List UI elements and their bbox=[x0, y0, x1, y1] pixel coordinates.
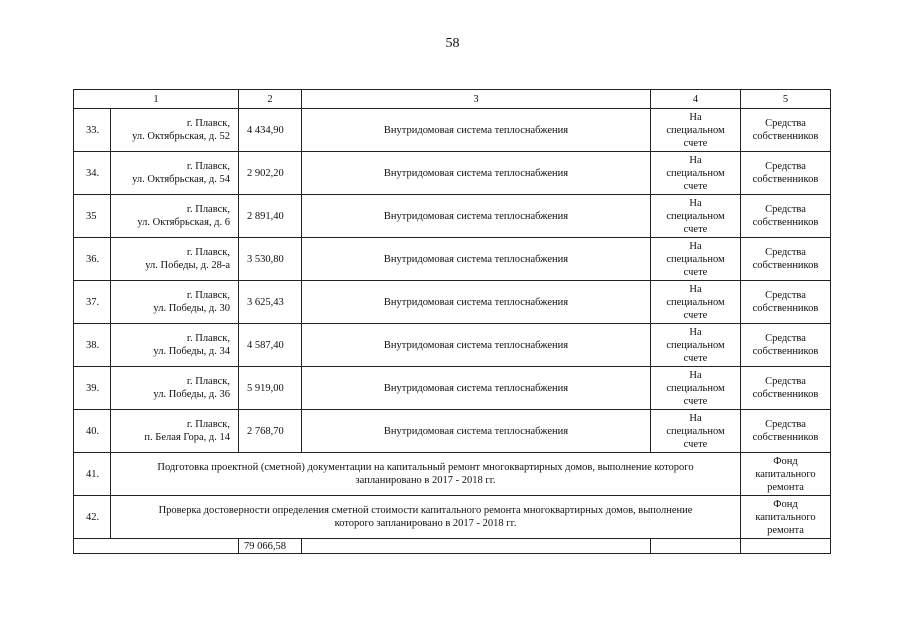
table-row bbox=[74, 281, 831, 324]
row-work-type bbox=[302, 410, 651, 453]
row-account-line: счете bbox=[683, 309, 708, 321]
row-area-line: 2 891,40 bbox=[247, 210, 284, 222]
row-address-line: г. Плавск, bbox=[186, 118, 230, 129]
row-address-line: г. Плавск, bbox=[186, 419, 230, 430]
table-row bbox=[74, 109, 831, 152]
row-work-type-line: Внутридомовая система теплоснабжения bbox=[383, 382, 569, 394]
header-col-4: 4 bbox=[651, 90, 741, 109]
header-col-3: 3 bbox=[302, 90, 651, 109]
row-area-line: 5 919,00 bbox=[247, 382, 284, 394]
row-description-line: Подготовка проектной (сметной) документации на капитальный ремонт многоквартирных домов, выполнение которого bbox=[157, 462, 694, 473]
row-account-line: специальном bbox=[666, 425, 725, 437]
row-work-type bbox=[302, 109, 651, 152]
row-account bbox=[651, 281, 741, 324]
row-area-line: 3 530,80 bbox=[247, 253, 284, 265]
row-account-line: На bbox=[689, 283, 702, 295]
row-funding-source-line: Фонд bbox=[773, 455, 798, 467]
row-account-line: специальном bbox=[666, 339, 725, 351]
row-work-type bbox=[302, 238, 651, 281]
row-description-line: запланировано в 2017 - 2018 гг. bbox=[355, 475, 496, 486]
row-account-line: На bbox=[689, 369, 702, 381]
total-empty-cell bbox=[74, 539, 239, 554]
row-number bbox=[74, 109, 111, 152]
row-funding-source-line: собственников bbox=[752, 432, 819, 443]
row-funding-source-line: собственников bbox=[752, 131, 819, 142]
row-area bbox=[239, 324, 302, 367]
row-work-type-line: Внутридомовая система теплоснабжения bbox=[383, 167, 569, 179]
row-account-line: специальном bbox=[666, 382, 725, 394]
row-work-type-line: Внутридомовая система теплоснабжения bbox=[383, 210, 569, 222]
row-number bbox=[74, 281, 111, 324]
row-account-line: На bbox=[689, 111, 702, 123]
row-account-line: специальном bbox=[666, 253, 725, 265]
row-account-line: счете bbox=[683, 266, 708, 278]
row-work-type-line: Внутридомовая система теплоснабжения bbox=[383, 124, 569, 136]
row-funding-source-line: капитального bbox=[755, 511, 816, 523]
row-area bbox=[239, 238, 302, 281]
row-address bbox=[111, 367, 239, 410]
row-area bbox=[239, 410, 302, 453]
row-address-line: ул. Победы, д. 36 bbox=[153, 389, 230, 400]
row-address bbox=[111, 281, 239, 324]
row-address bbox=[111, 238, 239, 281]
table-row bbox=[74, 238, 831, 281]
row-account bbox=[651, 324, 741, 367]
total-value bbox=[239, 539, 302, 554]
row-area-line: 4 587,40 bbox=[247, 339, 284, 351]
row-funding-source-line: собственников bbox=[752, 346, 819, 357]
row-number-line: 34. bbox=[86, 167, 100, 179]
row-address-line: г. Плавск, bbox=[186, 204, 230, 215]
row-account-line: специальном bbox=[666, 296, 725, 308]
row-account bbox=[651, 238, 741, 281]
row-account-line: На bbox=[689, 240, 702, 252]
row-address-line: ул. Октябрьская, д. 52 bbox=[132, 131, 230, 142]
row-area bbox=[239, 367, 302, 410]
row-address-line: п. Белая Гора, д. 14 bbox=[144, 432, 230, 443]
row-account-line: На bbox=[689, 412, 702, 424]
total-empty-cell bbox=[741, 539, 831, 554]
row-address-line: г. Плавск, bbox=[186, 376, 230, 387]
row-number bbox=[74, 367, 111, 410]
row-funding-source-line: собственников bbox=[752, 303, 819, 314]
row-account-line: счете bbox=[683, 395, 708, 407]
table-row bbox=[74, 453, 831, 496]
table-row bbox=[74, 152, 831, 195]
header-col-5: 5 bbox=[741, 90, 831, 109]
row-work-type-line: Внутридомовая система теплоснабжения bbox=[383, 339, 569, 351]
row-address bbox=[111, 195, 239, 238]
row-account bbox=[651, 410, 741, 453]
row-funding-source-line: собственников bbox=[752, 174, 819, 185]
total-value-line: 79 066,58 bbox=[244, 540, 286, 552]
row-area bbox=[239, 109, 302, 152]
row-work-type-line: Внутридомовая система теплоснабжения bbox=[383, 296, 569, 308]
row-funding-source-line: Средства bbox=[765, 419, 806, 430]
header-col-1: 1 bbox=[74, 90, 239, 109]
row-area-line: 4 434,90 bbox=[247, 124, 284, 136]
row-area-line: 2 768,70 bbox=[247, 425, 284, 437]
row-funding-source bbox=[741, 152, 831, 195]
row-address bbox=[111, 109, 239, 152]
page-number: 58 bbox=[445, 36, 460, 51]
repair-plan-table bbox=[73, 89, 831, 554]
row-funding-source-line: Средства bbox=[765, 161, 806, 172]
row-account-line: специальном bbox=[666, 167, 725, 179]
row-address-line: ул. Октябрьская, д. 54 bbox=[132, 174, 230, 185]
row-funding-source-line: Средства bbox=[765, 376, 806, 387]
row-funding-source-line: Средства bbox=[765, 247, 806, 258]
row-funding-source bbox=[741, 367, 831, 410]
row-work-type bbox=[302, 281, 651, 324]
row-number-line: 40. bbox=[86, 425, 100, 437]
row-funding-source bbox=[741, 496, 831, 539]
row-address-line: г. Плавск, bbox=[186, 247, 230, 258]
row-account-line: счете bbox=[683, 223, 708, 235]
row-number bbox=[74, 453, 111, 496]
row-account-line: счете bbox=[683, 438, 708, 450]
row-account-line: специальном bbox=[666, 210, 725, 222]
table-row bbox=[74, 324, 831, 367]
table-row bbox=[74, 496, 831, 539]
row-number bbox=[74, 195, 111, 238]
row-funding-source bbox=[741, 410, 831, 453]
row-funding-source-line: собственников bbox=[752, 260, 819, 271]
row-address-line: ул. Октябрьская, д. 6 bbox=[137, 217, 230, 228]
row-account bbox=[651, 367, 741, 410]
table-row bbox=[74, 367, 831, 410]
row-number bbox=[74, 238, 111, 281]
row-funding-source-line: Средства bbox=[765, 118, 806, 129]
row-number-line: 37. bbox=[86, 296, 100, 308]
row-funding-source-line: Средства bbox=[765, 204, 806, 215]
row-address-line: г. Плавск, bbox=[186, 161, 230, 172]
row-number-line: 36. bbox=[86, 253, 100, 265]
header-col-2: 2 bbox=[239, 90, 302, 109]
row-number-line: 33. bbox=[86, 124, 100, 136]
row-address-line: ул. Победы, д. 34 bbox=[153, 346, 230, 357]
row-description-line: Проверка достоверности определения сметной стоимости капитального ремонта многоквартирных домов, выполнение bbox=[158, 505, 693, 516]
row-account-line: счете bbox=[683, 352, 708, 364]
row-number-line: 42. bbox=[86, 511, 100, 523]
row-account bbox=[651, 152, 741, 195]
row-number-line: 38. bbox=[86, 339, 100, 351]
row-address-line: г. Плавск, bbox=[186, 333, 230, 344]
row-funding-source-line: Фонд bbox=[773, 498, 798, 510]
row-area bbox=[239, 281, 302, 324]
row-funding-source bbox=[741, 195, 831, 238]
row-account-line: счете bbox=[683, 137, 708, 149]
total-empty-cell bbox=[651, 539, 741, 554]
row-area-line: 3 625,43 bbox=[247, 296, 284, 308]
row-address-line: ул. Победы, д. 28-а bbox=[145, 260, 230, 271]
total-row bbox=[74, 539, 831, 554]
row-funding-source-line: собственников bbox=[752, 217, 819, 228]
table-header-row bbox=[74, 90, 831, 109]
row-address-line: ул. Победы, д. 30 bbox=[153, 303, 230, 314]
row-number bbox=[74, 152, 111, 195]
row-address bbox=[111, 324, 239, 367]
row-number bbox=[74, 496, 111, 539]
row-funding-source bbox=[741, 238, 831, 281]
row-number-line: 39. bbox=[86, 382, 100, 394]
row-funding-source bbox=[741, 109, 831, 152]
row-work-type bbox=[302, 152, 651, 195]
row-funding-source bbox=[741, 281, 831, 324]
row-funding-source-line: Средства bbox=[765, 290, 806, 301]
row-description bbox=[111, 453, 741, 496]
row-funding-source-line: Средства bbox=[765, 333, 806, 344]
row-funding-source bbox=[741, 453, 831, 496]
row-area-line: 2 902,20 bbox=[247, 167, 284, 179]
row-area bbox=[239, 195, 302, 238]
table-row bbox=[74, 195, 831, 238]
row-work-type bbox=[302, 195, 651, 238]
row-funding-source-line: капитального bbox=[755, 468, 816, 480]
row-number bbox=[74, 324, 111, 367]
row-number-line: 35 bbox=[86, 210, 97, 222]
row-funding-source bbox=[741, 324, 831, 367]
row-account-line: На bbox=[689, 197, 702, 209]
row-work-type-line: Внутридомовая система теплоснабжения bbox=[383, 425, 569, 437]
row-work-type bbox=[302, 324, 651, 367]
row-account bbox=[651, 109, 741, 152]
table-row bbox=[74, 410, 831, 453]
row-description bbox=[111, 496, 741, 539]
row-work-type-line: Внутридомовая система теплоснабжения bbox=[383, 253, 569, 265]
row-account-line: счете bbox=[683, 180, 708, 192]
row-account bbox=[651, 195, 741, 238]
total-empty-cell bbox=[302, 539, 651, 554]
row-account-line: специальном bbox=[666, 124, 725, 136]
row-work-type bbox=[302, 367, 651, 410]
row-account-line: На bbox=[689, 326, 702, 338]
row-funding-source-line: собственников bbox=[752, 389, 819, 400]
row-address-line: г. Плавск, bbox=[186, 290, 230, 301]
row-number-line: 41. bbox=[86, 468, 100, 480]
row-description-line: которого запланировано в 2017 - 2018 гг. bbox=[334, 518, 517, 529]
row-area bbox=[239, 152, 302, 195]
row-number bbox=[74, 410, 111, 453]
row-funding-source-line: ремонта bbox=[767, 481, 804, 493]
row-funding-source-line: ремонта bbox=[767, 524, 804, 536]
row-address bbox=[111, 410, 239, 453]
row-address bbox=[111, 152, 239, 195]
row-account-line: На bbox=[689, 154, 702, 166]
